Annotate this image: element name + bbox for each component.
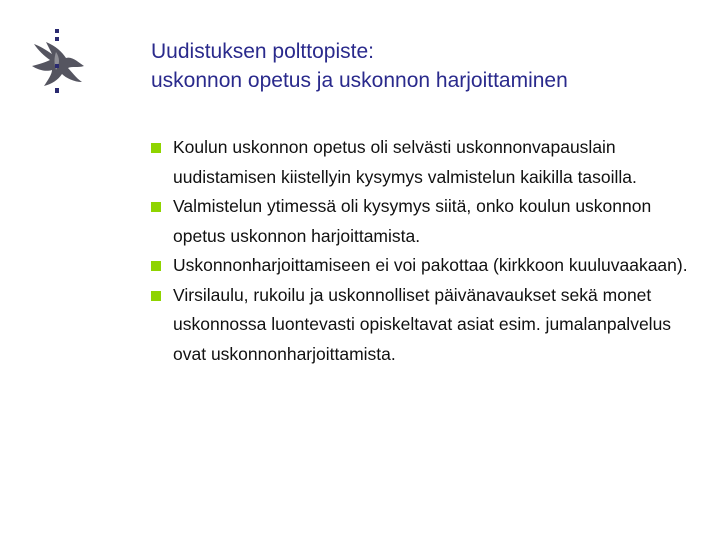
slide-title-line-2: uskonnon opetus ja uskonnon harjoittaminen — [151, 69, 568, 92]
bullet-text: Valmistelun ytimessä oli kysymys siitä, onko koulun uskonnon opetus uskonnon harjoittamista. — [173, 196, 652, 246]
bullet-text: Uskonnonharjoittamiseen ei voi pakottaa (kirkkoon kuuluvaakaan). — [173, 255, 688, 275]
university-flame-logo — [26, 28, 90, 96]
bullet-item — [151, 133, 696, 192]
square-bullet-icon — [151, 143, 161, 153]
square-bullet-icon — [151, 202, 161, 212]
bullet-text: Koulun uskonnon opetus oli selvästi uskonnonvapauslain uudistamisen kiistellyin kysymys valmistelun kaikilla tasoilla. — [173, 137, 637, 187]
square-bullet-icon — [151, 291, 161, 301]
bullet-list — [151, 133, 696, 369]
slide-title-line-1: Uudistuksen polttopiste: — [151, 40, 374, 63]
bullet-item — [151, 192, 696, 251]
bullet-item — [151, 251, 696, 281]
square-bullet-icon — [151, 261, 161, 271]
bullet-text: Virsilaulu, rukoilu ja uskonnolliset päivänavaukset sekä monet uskonnossa luontevasti opiskeltavat asiat esim. jumalanpalvelus ovat uskonnonharjoittamista. — [173, 284, 672, 364]
slide-title — [151, 37, 691, 95]
bullet-item — [151, 281, 696, 370]
